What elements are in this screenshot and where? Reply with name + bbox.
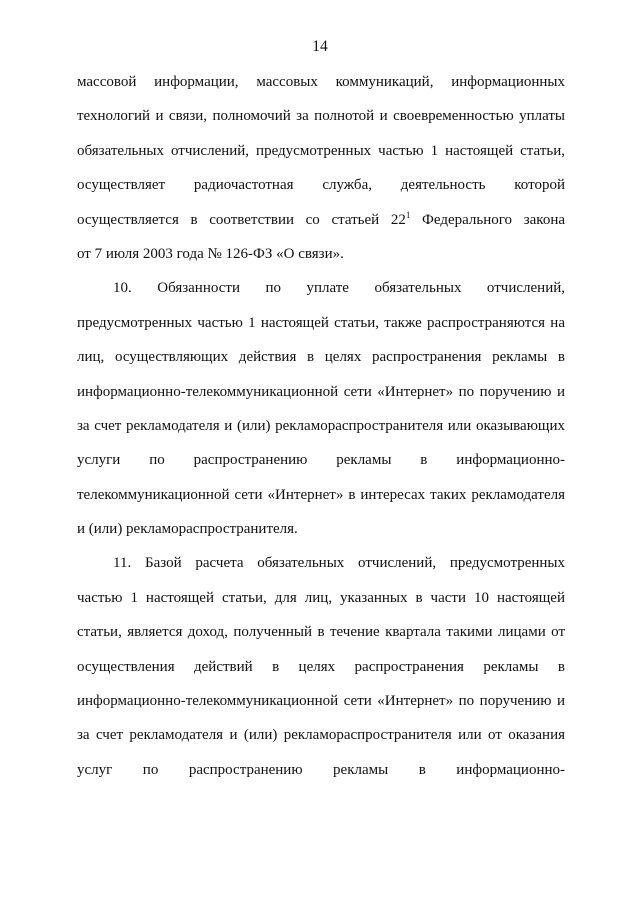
text-line: 10. Обязанности по уплате обязательных отчислений, <box>113 280 565 297</box>
text-line <box>77 211 565 245</box>
text-line: за счет рекламодателя и (или) рекламораспространителя или от оказания <box>77 727 565 744</box>
text-line: массовой информации, массовых коммуникаций, информационных <box>77 74 565 90</box>
text-line: обязательных отчислений, предусмотренных частью 1 настоящей статьи, <box>77 142 565 159</box>
text-line: от 7 июля 2003 года № 126-ФЗ «О связи». <box>77 245 344 262</box>
text-line: и (или) рекламораспространителя. <box>77 521 298 538</box>
text-segment: Федерального закона <box>410 211 565 228</box>
text-line: лиц, осуществляющих действия в целях распространения рекламы в <box>77 349 565 366</box>
text-line: телекоммуникационной сети «Интернет» в интересах таких рекламодателя <box>77 486 565 503</box>
text-line: технологий и связи, полномочий за полнотой и своевременностью уплаты <box>77 108 565 125</box>
text-line: информационно-телекоммуникационной сети «Интернет» по поручению и <box>77 383 565 400</box>
text-line: частью 1 настоящей статьи, для лиц, указанных в части 10 настоящей <box>77 589 565 606</box>
document-body <box>77 73 565 795</box>
text-line: информационно-телекоммуникационной сети «Интернет» по поручению и <box>77 693 565 710</box>
text-line: предусмотренных частью 1 настоящей статьи, также распространяются на <box>77 314 565 331</box>
text-line: 11. Базой расчета обязательных отчислений, предусмотренных <box>113 555 565 572</box>
text-line: осуществляет радиочастотная служба, деятельность которой <box>77 177 565 194</box>
text-line: осуществления действий в целях распространения рекламы в <box>77 658 565 675</box>
text-line: за счет рекламодателя и (или) рекламораспространителя или оказывающих <box>77 417 565 434</box>
text-segment: осуществляется в соответствии со статьей 22 <box>77 211 406 228</box>
text-line: статьи, является доход, полученный в течение квартала такими лицами от <box>77 624 565 641</box>
page-number: 14 <box>312 38 328 55</box>
superscript: 1 <box>405 210 411 220</box>
text-line: услуг по распространению рекламы в информационно- <box>77 761 565 778</box>
text-line: услуги по распространению рекламы в информационно- <box>77 452 565 469</box>
